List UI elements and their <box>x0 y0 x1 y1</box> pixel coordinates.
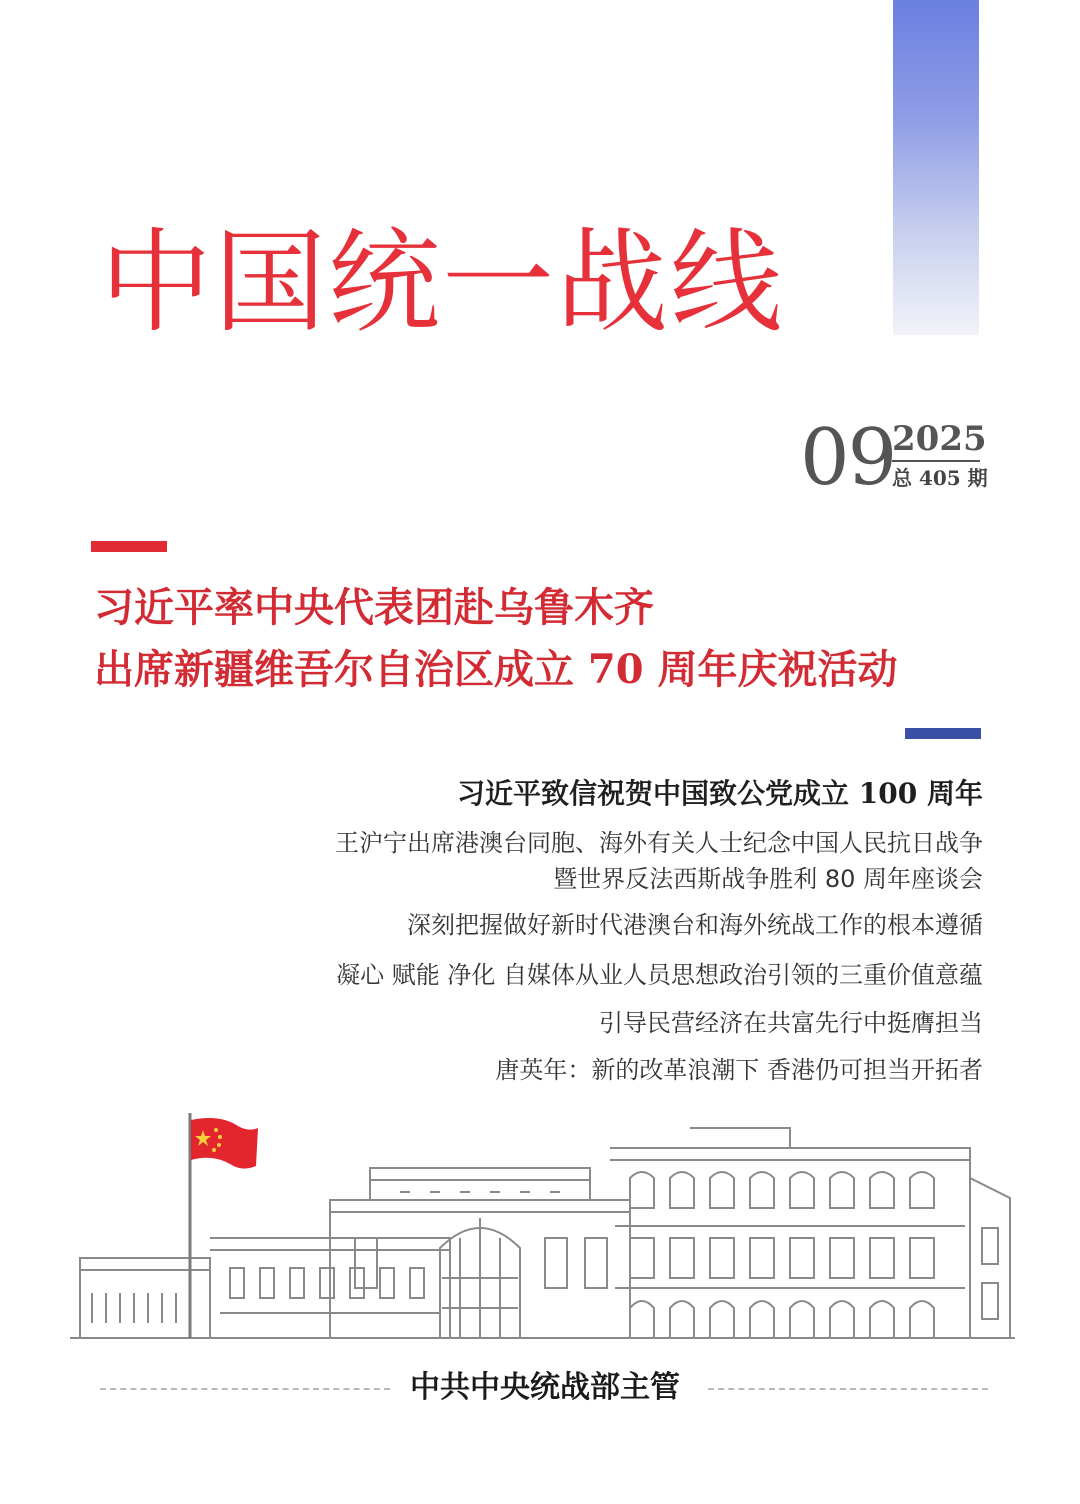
national-flag-icon <box>190 1113 258 1338</box>
publisher-line: 中共中央统战部主管 <box>410 1370 680 1405</box>
top-gradient-band <box>893 0 979 335</box>
issue-year: 2025 <box>892 420 980 462</box>
issue-total: 总 405 期 <box>892 466 988 490</box>
footer-rule-right <box>708 1388 988 1390</box>
contents-item-4: 凝心 赋能 净化 自媒体从业人员思想政治引领的三重价值意蕴 <box>336 961 983 989</box>
contents-item-6: 唐英年：新的改革浪潮下 香港仍可担当开拓者 <box>495 1056 983 1084</box>
building-sketch-icon <box>70 1108 1020 1348</box>
red-accent-bar <box>91 541 167 552</box>
masthead-title: 中国统一战线 <box>100 218 784 348</box>
contents-item-3: 深刻把握做好新时代港澳台和海外统战工作的根本遵循 <box>407 911 983 939</box>
headline-line-1: 习近平率中央代表团赴乌鲁木齐 <box>94 584 654 631</box>
headline-line-2: 出席新疆维吾尔自治区成立 70 周年庆祝活动 <box>94 646 898 693</box>
contents-item-5: 引导民营经济在共富先行中挺膺担当 <box>599 1009 983 1037</box>
blue-accent-bar <box>905 728 981 739</box>
contents-item-1: 习近平致信祝贺中国致公党成立 100 周年 <box>457 777 983 810</box>
contents-item-2a: 王沪宁出席港澳台同胞、海外有关人士纪念中国人民抗日战争 <box>335 829 983 857</box>
footer-rule-left <box>100 1388 390 1390</box>
contents-item-2b: 暨世界反法西斯战争胜利 80 周年座谈会 <box>553 865 983 893</box>
issue-number: 09 <box>800 413 896 503</box>
